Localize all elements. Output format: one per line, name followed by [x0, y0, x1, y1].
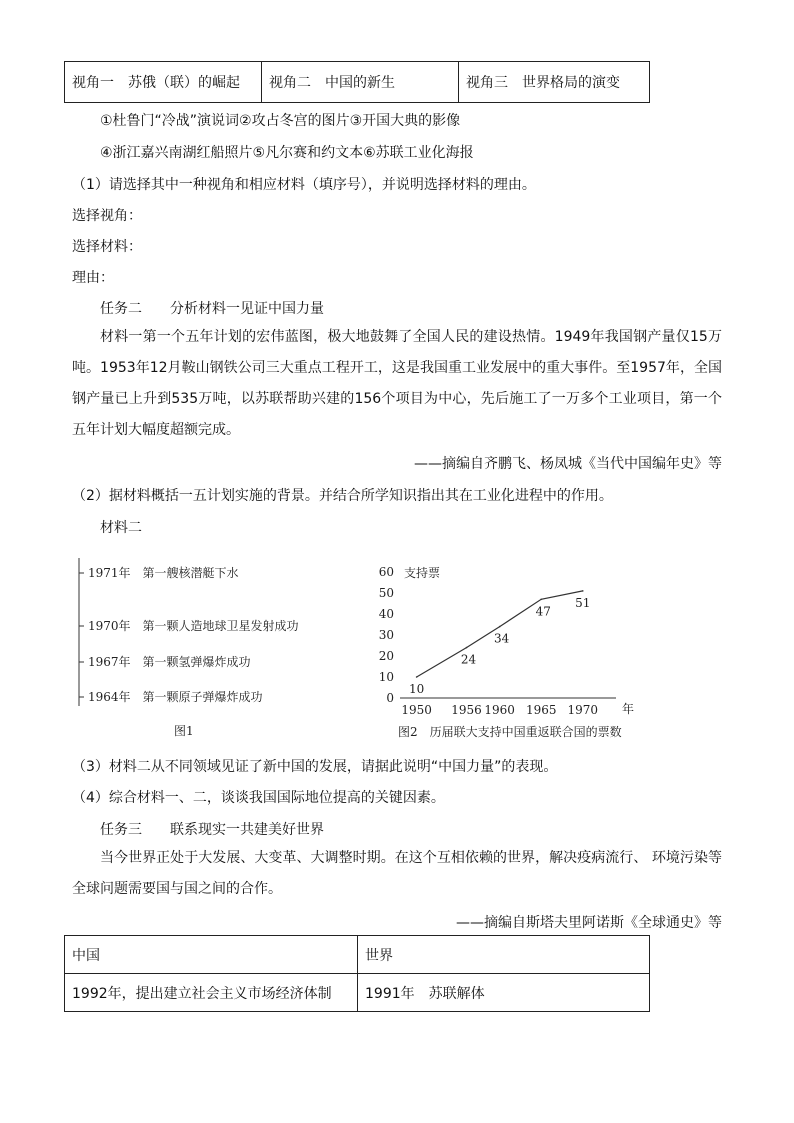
chart-data-label: 24 — [460, 652, 477, 667]
perspective-cell-3: 视角三 世界格局的演变 — [459, 62, 650, 103]
chart-data-label: 10 — [408, 682, 425, 696]
select-view-label: 选择视角： — [72, 208, 142, 224]
chart-ytick-label: 20 — [378, 649, 394, 663]
perspective-table — [64, 61, 650, 103]
select-material-label: 选择材料： — [72, 239, 142, 255]
materials-line-1: ①杜鲁门“冷战”演说词②攻占冬宫的图片③开国大典的影像 — [100, 113, 461, 129]
task3-title: 任务三 联系现实一共建美好世界 — [100, 822, 324, 838]
timeline-item: 1967年 第一颗氢弹爆炸成功 — [88, 655, 251, 669]
figure-1-timeline — [74, 552, 344, 742]
figure-2-caption: 图2 历届联大支持中国重返联合国的票数 — [398, 725, 622, 739]
chart-xtick-label: 1960 — [484, 703, 515, 717]
material-1-source: ——摘编自齐鹏飞、杨凤城《当代中国编年史》等 — [414, 456, 722, 472]
chart-xtick-label: 1970 — [567, 703, 599, 717]
chart-xtick-label: 1950 — [401, 703, 432, 717]
timeline-item: 1970年 第一颗人造地球卫星发射成功 — [88, 619, 299, 633]
table-cell-china: 1992年，提出建立社会主义市场经济体制 — [65, 974, 358, 1012]
chart-data-label: 51 — [575, 595, 591, 610]
chart-point — [499, 626, 501, 628]
china-world-table — [64, 935, 650, 1012]
chart-ytick-label: 0 — [386, 691, 394, 705]
chart-xtick-label: 1965 — [525, 703, 557, 717]
table-header-world: 世界 — [358, 936, 650, 974]
chart-ylabel: 支持票 — [404, 566, 441, 580]
timeline-item: 1964年 第一颗原子弹爆炸成功 — [88, 690, 263, 704]
chart-ytick-label: 60 — [378, 565, 394, 579]
chart-point — [416, 676, 418, 678]
chart-ytick-label: 30 — [378, 628, 394, 642]
materials-line-2: ④浙江嘉兴南湖红船照片⑤凡尔赛和约文本⑥苏联工业化海报 — [100, 145, 474, 161]
chart-xlabel: 年 — [622, 702, 635, 716]
chart-data-label: 47 — [535, 604, 551, 619]
material-2-label: 材料二 — [100, 520, 142, 536]
timeline-item: 1971年 第一艘核潜艇下水 — [88, 566, 239, 580]
question-4: （4）综合材料一、二，谈谈我国国际地位提高的关键因素。 — [72, 790, 445, 806]
chart-data-label: 34 — [494, 631, 510, 646]
chart-ytick-label: 40 — [378, 607, 394, 621]
chart-point — [582, 590, 584, 592]
task3-text: 当今世界正处于大发展、大变革、大调整时期。在这个互相依赖的世界，解决疫病流行、 环境污染等全球问题需要国与国之间的合作。 — [72, 850, 722, 897]
question-2: （2）据材料概括一五计划实施的背景。并结合所学知识指出其在工业化进程中的作用。 — [72, 488, 613, 504]
perspective-cell-1: 视角一 苏俄（联）的崛起 — [65, 62, 262, 103]
chart-ytick-label: 10 — [378, 670, 394, 684]
figure-2-line-chart — [360, 560, 650, 745]
chart-point — [466, 647, 468, 649]
table-cell-world: 1991年 苏联解体 — [358, 974, 650, 1012]
question-3: （3）材料二从不同领域见证了新中国的发展，请据此说明“中国力量”的表现。 — [72, 759, 558, 775]
table-header-china: 中国 — [65, 936, 358, 974]
question-1: （1）请选择其中一种视角和相应材料（填序号），并说明选择材料的理由。 — [72, 177, 536, 193]
chart-xtick-label: 1956 — [451, 703, 482, 717]
reason-label: 理由： — [72, 270, 114, 286]
chart-ytick-label: 50 — [378, 586, 394, 600]
chart-point — [540, 599, 542, 601]
perspective-cell-2: 视角二 中国的新生 — [262, 62, 459, 103]
figure-1-caption: 图1 — [174, 724, 194, 738]
task3-source: ——摘编自斯塔夫里阿诺斯《全球通史》等 — [456, 915, 722, 931]
material-1-text: 材料一第一个五年计划的宏伟蓝图，极大地鼓舞了全国人民的建设热情。1949年我国钢产量仅15万吨。1953年12月鞍山钢铁公司三大重点工程开工，这是我国重工业发展中的重大事件。至1957年，全国钢产量已上升到535万吨，以苏联帮助兴建的156个项目为中心，先后施工了一万多个工业项目，第一个五年计划大幅度超额完成。 — [72, 329, 722, 438]
task2-title: 任务二 分析材料一见证中国力量 — [100, 301, 324, 317]
